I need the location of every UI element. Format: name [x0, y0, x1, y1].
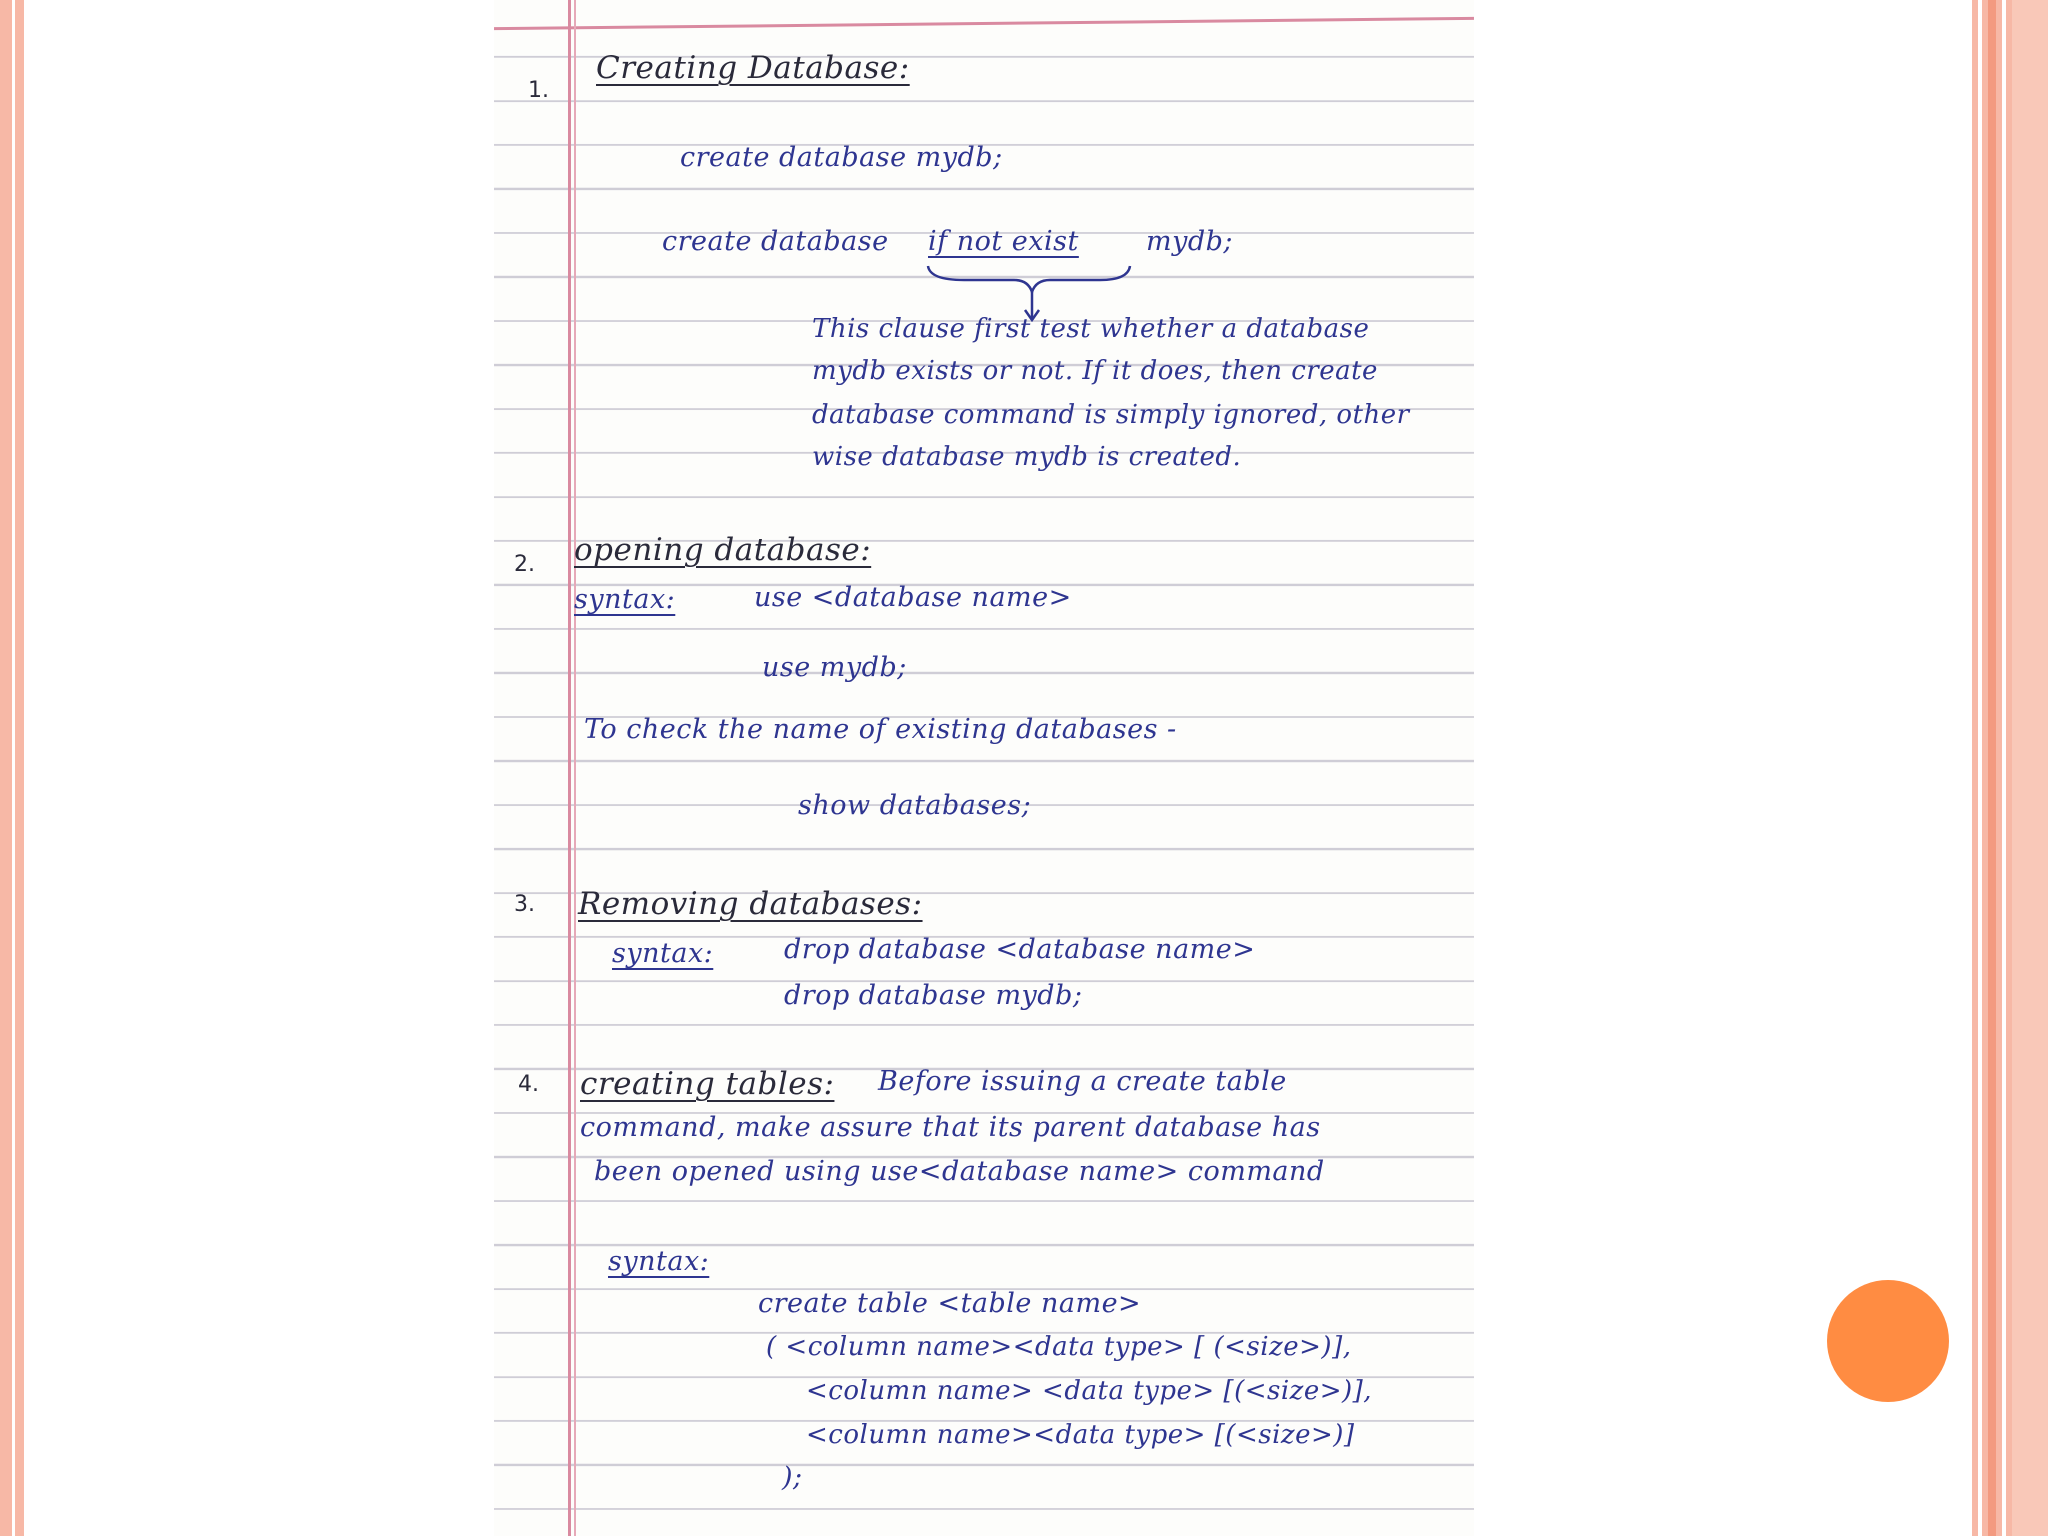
section-number: 3. [514, 892, 535, 917]
syntax-label: syntax: [612, 938, 714, 969]
section-number: 2. [514, 552, 535, 577]
notebook-page-photo [494, 0, 1474, 1536]
syntax-label: syntax: [574, 584, 676, 615]
code-line: ( <column name><data type> [ (<size>)], [766, 1332, 1352, 1362]
orange-circle-decoration [1827, 1280, 1949, 1402]
slide-border-left [0, 0, 24, 1536]
text-line: create database [662, 226, 889, 257]
code-line: ); [782, 1462, 803, 1493]
text-line: To check the name of existing databases - [584, 714, 1177, 745]
text-line: Before issuing a create table [878, 1066, 1287, 1097]
section-heading: Removing databases: [578, 886, 923, 922]
code-line: <column name><data type> [(<size>)] [806, 1420, 1355, 1450]
code-line: <column name> <data type> [(<size>)], [806, 1376, 1373, 1406]
text-line: command, make assure that its parent database has [580, 1112, 1321, 1143]
notebook-top-margin [494, 17, 1474, 30]
section-number: 1. [528, 78, 549, 103]
section-heading: creating tables: [580, 1066, 835, 1102]
section-heading: Creating Database: [596, 50, 910, 86]
code-line: create table <table name> [758, 1288, 1142, 1319]
text-line: been opened using use<database name> command [594, 1156, 1325, 1187]
syntax-label: syntax: [608, 1246, 710, 1277]
notebook-margin-line [568, 0, 571, 1536]
section-heading: opening database: [574, 532, 872, 568]
text-line: use mydb; [762, 652, 907, 683]
text-line: mydb exists or not. If it does, then create [812, 356, 1378, 386]
section-number: 4. [518, 1072, 539, 1097]
text-line: if not exist [928, 226, 1079, 257]
curly-brace-arrow [924, 262, 1134, 322]
text-line: drop database <database name> [784, 934, 1256, 965]
text-line: create database mydb; [680, 142, 1003, 173]
text-line: mydb; [1146, 226, 1234, 257]
text-line: use <database name> [754, 582, 1072, 613]
text-line: show databases; [798, 790, 1032, 821]
text-line: This clause first test whether a database [812, 314, 1370, 344]
text-line: wise database mydb is created. [812, 442, 1242, 472]
text-line: database command is simply ignored, other [812, 400, 1410, 430]
slide-border-right [1972, 0, 2048, 1536]
text-line: drop database mydb; [784, 980, 1083, 1011]
